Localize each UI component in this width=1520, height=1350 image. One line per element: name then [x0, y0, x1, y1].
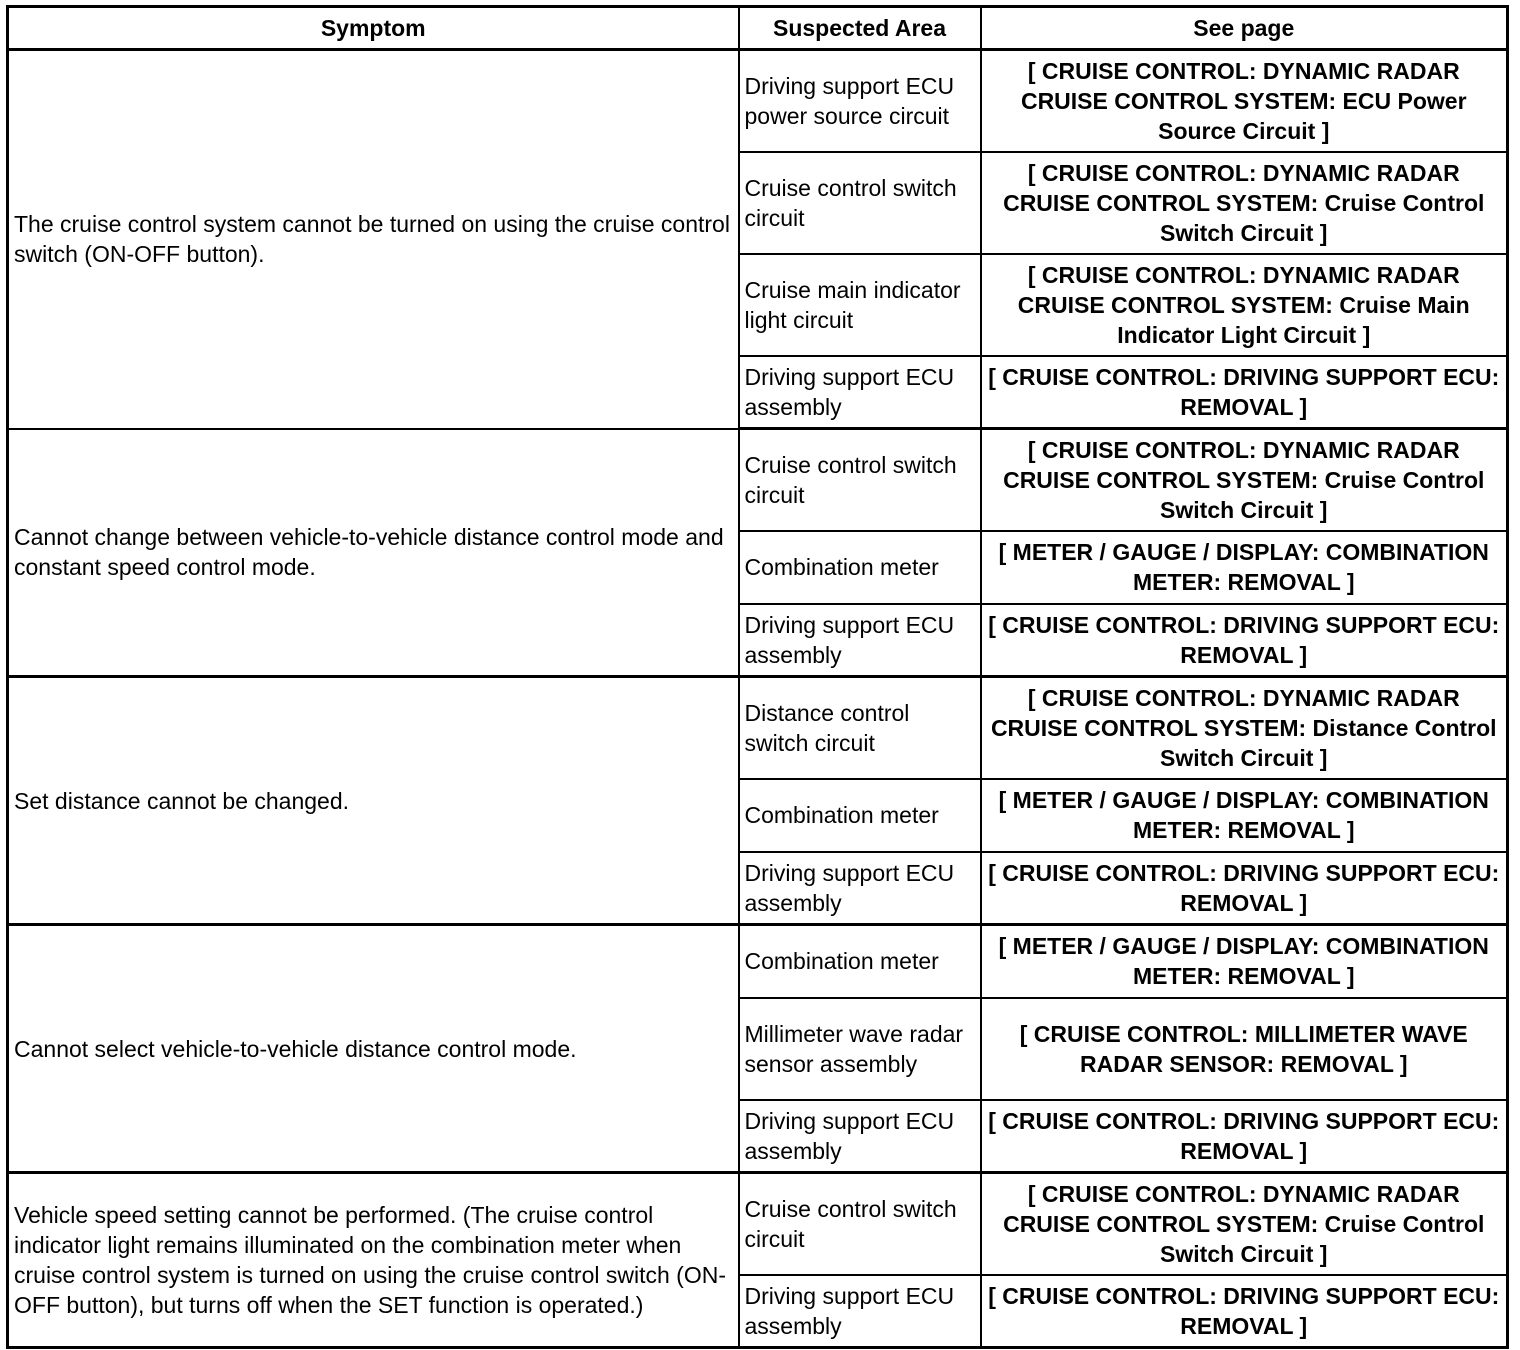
suspected-area-cell: Cruise control switch circuit — [739, 429, 981, 531]
see-page-link[interactable]: [ METER / GAUGE / DISPLAY: COMBINATION METER: REMOVAL ] — [981, 925, 1508, 998]
see-page-link[interactable]: [ CRUISE CONTROL: DYNAMIC RADAR CRUISE CONTROL SYSTEM: ECU Power Source Circuit ] — [981, 50, 1508, 152]
suspected-area-cell: Combination meter — [739, 925, 981, 998]
header-suspected-area: Suspected Area — [739, 7, 981, 50]
suspected-area-cell: Distance control switch circuit — [739, 677, 981, 779]
symptom-cell: The cruise control system cannot be turned on using the cruise control switch (ON-OFF button). — [8, 50, 739, 429]
see-page-link[interactable]: [ CRUISE CONTROL: DRIVING SUPPORT ECU: REMOVAL ] — [981, 604, 1508, 677]
see-page-link[interactable]: [ CRUISE CONTROL: DRIVING SUPPORT ECU: REMOVAL ] — [981, 1275, 1508, 1348]
see-page-link[interactable]: [ CRUISE CONTROL: DYNAMIC RADAR CRUISE CONTROL SYSTEM: Distance Control Switch Circuit ] — [981, 677, 1508, 779]
table-row — [8, 429, 1508, 531]
see-page-link[interactable]: [ CRUISE CONTROL: DRIVING SUPPORT ECU: REMOVAL ] — [981, 356, 1508, 429]
suspected-area-cell: Driving support ECU assembly — [739, 1100, 981, 1173]
suspected-area-cell: Combination meter — [739, 531, 981, 604]
table-row — [8, 925, 1508, 998]
see-page-link[interactable]: [ METER / GAUGE / DISPLAY: COMBINATION METER: REMOVAL ] — [981, 779, 1508, 852]
see-page-link[interactable]: [ CRUISE CONTROL: DYNAMIC RADAR CRUISE CONTROL SYSTEM: Cruise Control Switch Circuit ] — [981, 429, 1508, 531]
see-page-link[interactable]: [ CRUISE CONTROL: DYNAMIC RADAR CRUISE CONTROL SYSTEM: Cruise Control Switch Circuit ] — [981, 1173, 1508, 1275]
suspected-area-cell: Driving support ECU assembly — [739, 356, 981, 429]
header-row — [8, 7, 1508, 50]
table-row — [8, 677, 1508, 779]
symptom-cell: Cannot select vehicle-to-vehicle distance control mode. — [8, 925, 739, 1173]
suspected-area-cell: Driving support ECU assembly — [739, 1275, 981, 1348]
suspected-area-cell: Driving support ECU power source circuit — [739, 50, 981, 152]
suspected-area-cell: Driving support ECU assembly — [739, 852, 981, 925]
suspected-area-cell: Combination meter — [739, 779, 981, 852]
header-symptom: Symptom — [8, 7, 739, 50]
see-page-link[interactable]: [ CRUISE CONTROL: DYNAMIC RADAR CRUISE CONTROL SYSTEM: Cruise Main Indicator Light Circuit ] — [981, 254, 1508, 356]
table-row — [8, 50, 1508, 152]
suspected-area-cell: Millimeter wave radar sensor assembly — [739, 998, 981, 1100]
see-page-link[interactable]: [ CRUISE CONTROL: MILLIMETER WAVE RADAR SENSOR: REMOVAL ] — [981, 998, 1508, 1100]
see-page-link[interactable]: [ CRUISE CONTROL: DYNAMIC RADAR CRUISE CONTROL SYSTEM: Cruise Control Switch Circuit ] — [981, 152, 1508, 254]
suspected-area-cell: Driving support ECU assembly — [739, 604, 981, 677]
suspected-area-cell: Cruise main indicator light circuit — [739, 254, 981, 356]
symptom-cell: Cannot change between vehicle-to-vehicle distance control mode and constant speed control mode. — [8, 429, 739, 677]
see-page-link[interactable]: [ CRUISE CONTROL: DRIVING SUPPORT ECU: REMOVAL ] — [981, 1100, 1508, 1173]
suspected-area-cell: Cruise control switch circuit — [739, 152, 981, 254]
suspected-area-cell: Cruise control switch circuit — [739, 1173, 981, 1275]
table-row — [8, 1173, 1508, 1275]
symptom-cell: Set distance cannot be changed. — [8, 677, 739, 925]
see-page-link[interactable]: [ CRUISE CONTROL: DRIVING SUPPORT ECU: REMOVAL ] — [981, 852, 1508, 925]
troubleshooting-table-container — [6, 5, 1509, 1349]
symptom-cell: Vehicle speed setting cannot be performed. (The cruise control indicator light remains illuminated on the combination meter when cruise control system is turned on using the cruise control switch (ON-OFF button), but turns off when the SET function is operated.) — [8, 1173, 739, 1348]
see-page-link[interactable]: [ METER / GAUGE / DISPLAY: COMBINATION METER: REMOVAL ] — [981, 531, 1508, 604]
problem-symptoms-table — [6, 5, 1509, 1349]
header-see-page: See page — [981, 7, 1508, 50]
